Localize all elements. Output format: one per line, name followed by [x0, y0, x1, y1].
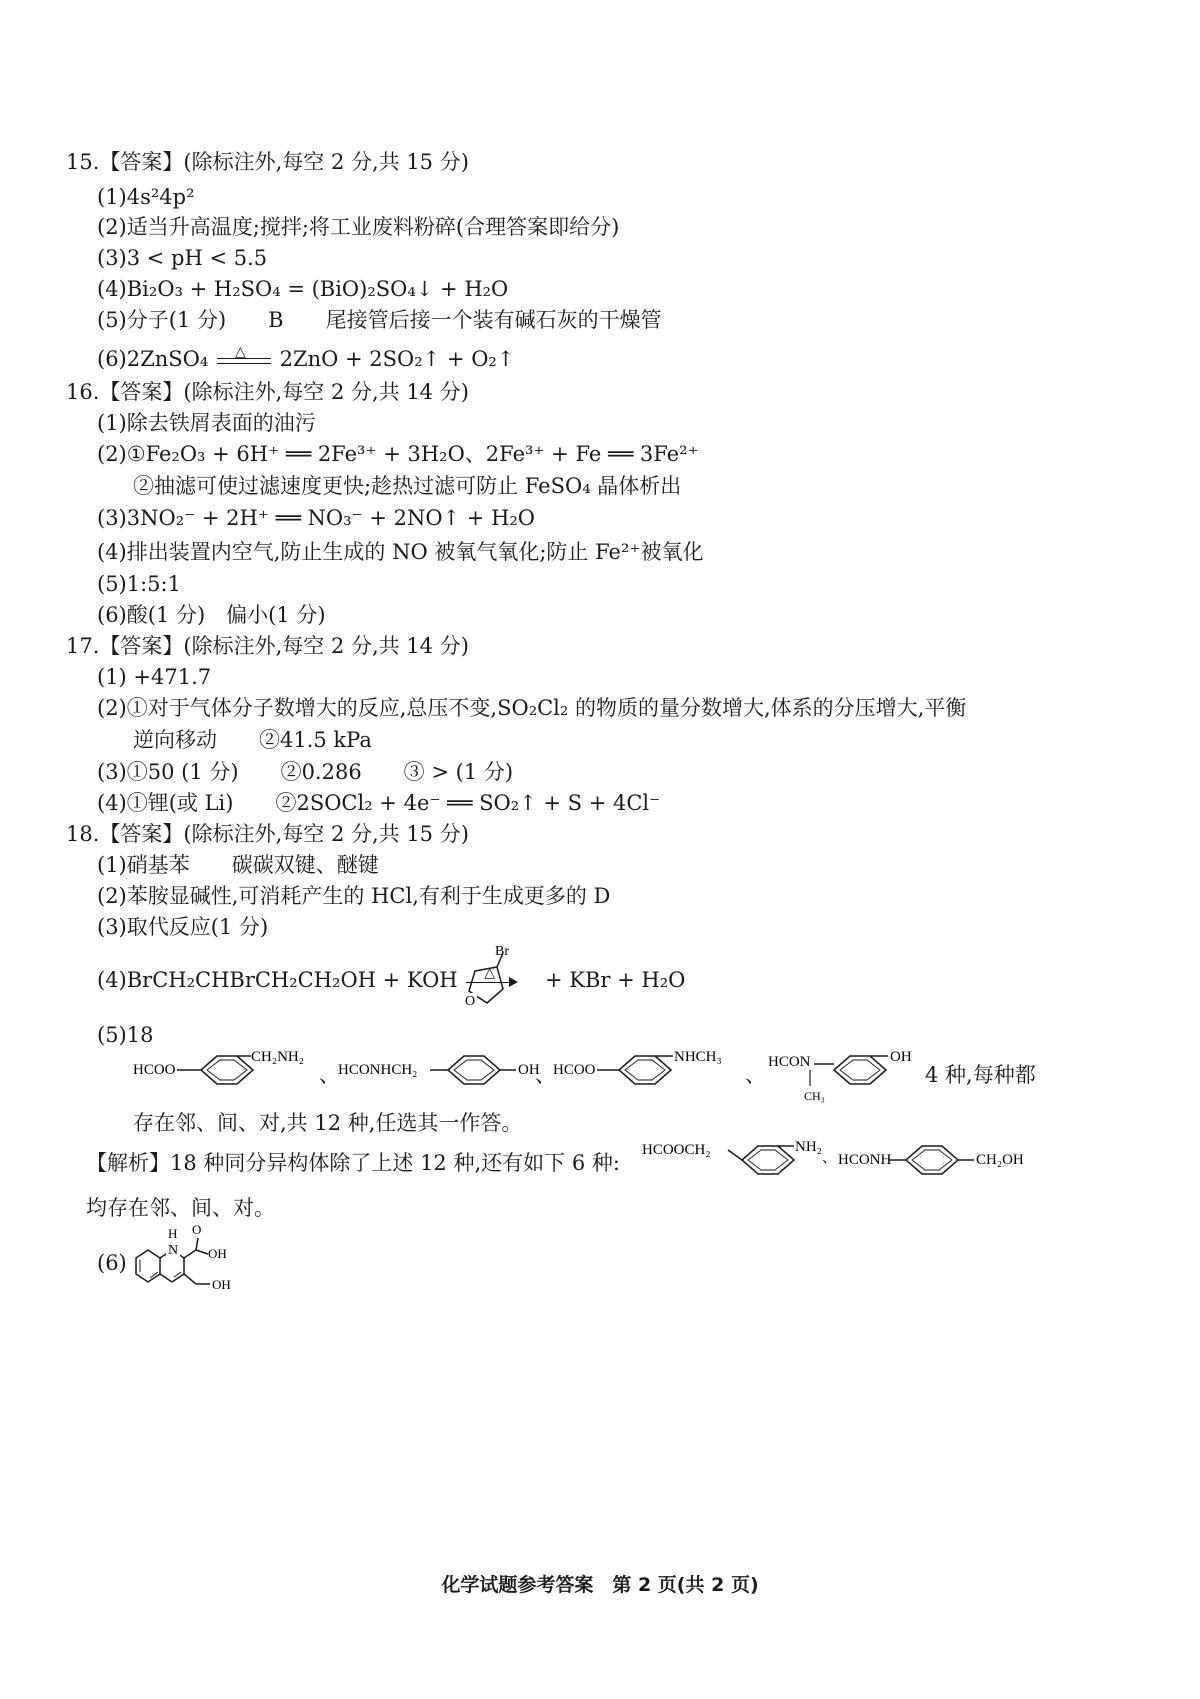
- q15-heading: 15.【答案】(除标注外,每空 2 分,共 15 分): [66, 150, 469, 174]
- svg-text:NH₂: NH₂: [795, 1139, 822, 1155]
- q17-answer-2-2: 逆向移动 ②41.5 kPa: [133, 728, 372, 752]
- svg-text:HCOO: HCOO: [553, 1062, 596, 1078]
- carbonyl-oxygen-label: O: [192, 1222, 202, 1237]
- svg-text:HCON: HCON: [768, 1054, 811, 1070]
- q16-answer-2-1: (2)①Fe₂O₃ + 6H⁺ ══ 2Fe³⁺ + 3H₂O、2Fe³⁺ + Fe ══ 3Fe²⁺: [97, 442, 699, 466]
- q15-a6-products: 2ZnO + 2SO₂↑ + O₂↑: [279, 347, 515, 371]
- q18-answer-5-line2: 存在邻、间、对,共 12 种,任选其一作答。: [133, 1111, 523, 1135]
- q15-answer-1: (1)4s²4p²: [97, 185, 195, 209]
- q16-heading: 16.【答案】(除标注外,每空 2 分,共 14 分): [66, 380, 469, 404]
- delta-symbol: △: [234, 343, 246, 360]
- svg-text:CH₃: CH₃: [804, 1089, 825, 1103]
- svg-text:、: 、: [822, 1150, 838, 1166]
- q15-answer-4: (4)Bi₂O₃ + H₂SO₄ = (BiO)₂SO₄↓ + H₂O: [97, 277, 509, 301]
- q18-answer-1: (1)硝基苯 碳碳双键、醚键: [97, 853, 379, 877]
- isomer-structure-1: [133, 1050, 323, 1105]
- acid-oh-label: OH: [208, 1246, 227, 1261]
- nitrogen-label: N: [168, 1243, 179, 1258]
- q18-heading: 18.【答案】(除标注外,每空 2 分,共 15 分): [66, 822, 469, 846]
- q16-answer-5: (5)1:5:1: [97, 572, 181, 596]
- q16-answer-6: (6)酸(1 分) 偏小(1 分): [97, 603, 326, 627]
- q15-a6-reactants: (6)2ZnSO₄: [97, 347, 209, 371]
- q18-a4-reactants: (4)BrCH₂CHBrCH₂CH₂OH + KOH: [97, 968, 458, 992]
- q16-answer-1: (1)除去铁屑表面的油污: [97, 411, 316, 435]
- q16-answer-2-2: ②抽滤可使过滤速度更快;趁热过滤可防止 FeSO₄ 晶体析出: [133, 474, 682, 498]
- svg-text:HCOO: HCOO: [133, 1062, 176, 1078]
- q15-answer-3: (3)3 < pH < 5.5: [97, 246, 268, 270]
- svg-text:HCONHCH₂: HCONHCH₂: [338, 1062, 418, 1078]
- isomer-structure-2: [338, 1050, 553, 1105]
- svg-text:NHCH₃: NHCH₃: [674, 1050, 722, 1065]
- bromo-tetrahydrofuran-structure: [455, 943, 535, 1015]
- isomer-structure-3: [553, 1050, 753, 1105]
- q15-answer-2: (2)适当升高温度;搅拌;将工业废料粉碎(合理答案即给分): [97, 215, 620, 239]
- isomer-count-tail: 4 种,每种都: [925, 1063, 1036, 1087]
- svg-text:OH: OH: [518, 1062, 540, 1078]
- quinoline-acid-structure: [128, 1220, 288, 1310]
- q18-answer-6: (6): [97, 1251, 127, 1275]
- q18-answer-2: (2)苯胺显碱性,可消耗产生的 HCl,有利于生成更多的 D: [97, 884, 611, 908]
- isomer-structures-row: HCOO CH₂NH₂ 、 HCONHCH₂ OH 、 HCOO NHCH₃ 、 HCON CH₃ OH 4 种,每种都: [133, 1050, 1036, 1103]
- q17-answer-1: (1) +471.7: [97, 665, 212, 689]
- q18-answer-5: (5)18: [97, 1023, 154, 1047]
- svg-text:HCONH: HCONH: [838, 1152, 892, 1168]
- svg-text:CH₂NH₂: CH₂NH₂: [251, 1050, 304, 1065]
- q16-answer-4: (4)排出装置内空气,防止生成的 NO 被氧气氧化;防止 Fe²⁺被氧化: [97, 540, 704, 564]
- hydrogen-label: H: [168, 1226, 178, 1241]
- extra-isomer-structures: [642, 1138, 1082, 1193]
- svg-text:CH₂OH: CH₂OH: [976, 1152, 1024, 1168]
- heating-arrow: [215, 343, 273, 371]
- q18-a4-products: + KBr + H₂O: [545, 968, 686, 992]
- q17-answer-4: (4)①锂(或 Li) ②2SOCl₂ + 4e⁻ ══ SO₂↑ + S + 4Cl⁻: [97, 791, 661, 815]
- q17-heading: 17.【答案】(除标注外,每空 2 分,共 14 分): [66, 634, 469, 658]
- isomer-structure-4: [768, 1050, 928, 1105]
- q17-answer-3: (3)①50 (1 分) ②0.286 ③ > (1 分): [97, 760, 514, 784]
- oxygen-label: O: [465, 994, 476, 1009]
- bromine-label: Br: [495, 944, 509, 959]
- q17-answer-2-1: (2)①对于气体分子数增大的反应,总压不变,SO₂Cl₂ 的物质的量分数增大,体系的分压增大,平衡: [97, 696, 967, 720]
- analysis-line-2: 均存在邻、间、对。: [86, 1196, 275, 1220]
- q16-answer-3: (3)3NO₂⁻ + 2H⁺ ══ NO₃⁻ + 2NO↑ + H₂O: [97, 506, 536, 530]
- q15-answer-5: (5)分子(1 分) B 尾接管后接一个装有碱石灰的干燥管: [97, 308, 662, 332]
- page-footer: 化学试题参考答案 第 2 页(共 2 页): [441, 1574, 759, 1596]
- alcohol-oh-label: OH: [212, 1277, 231, 1292]
- svg-text:HCOOCH₂: HCOOCH₂: [642, 1142, 711, 1158]
- q15-answer-6: [97, 344, 514, 374]
- analysis-line: 【解析】18 种同分异构体除了上述 12 种,还有如下 6 种:: [86, 1151, 620, 1175]
- delta-symbol: △: [484, 964, 496, 981]
- svg-text:OH: OH: [890, 1050, 912, 1065]
- q18-answer-3: (3)取代反应(1 分): [97, 915, 269, 939]
